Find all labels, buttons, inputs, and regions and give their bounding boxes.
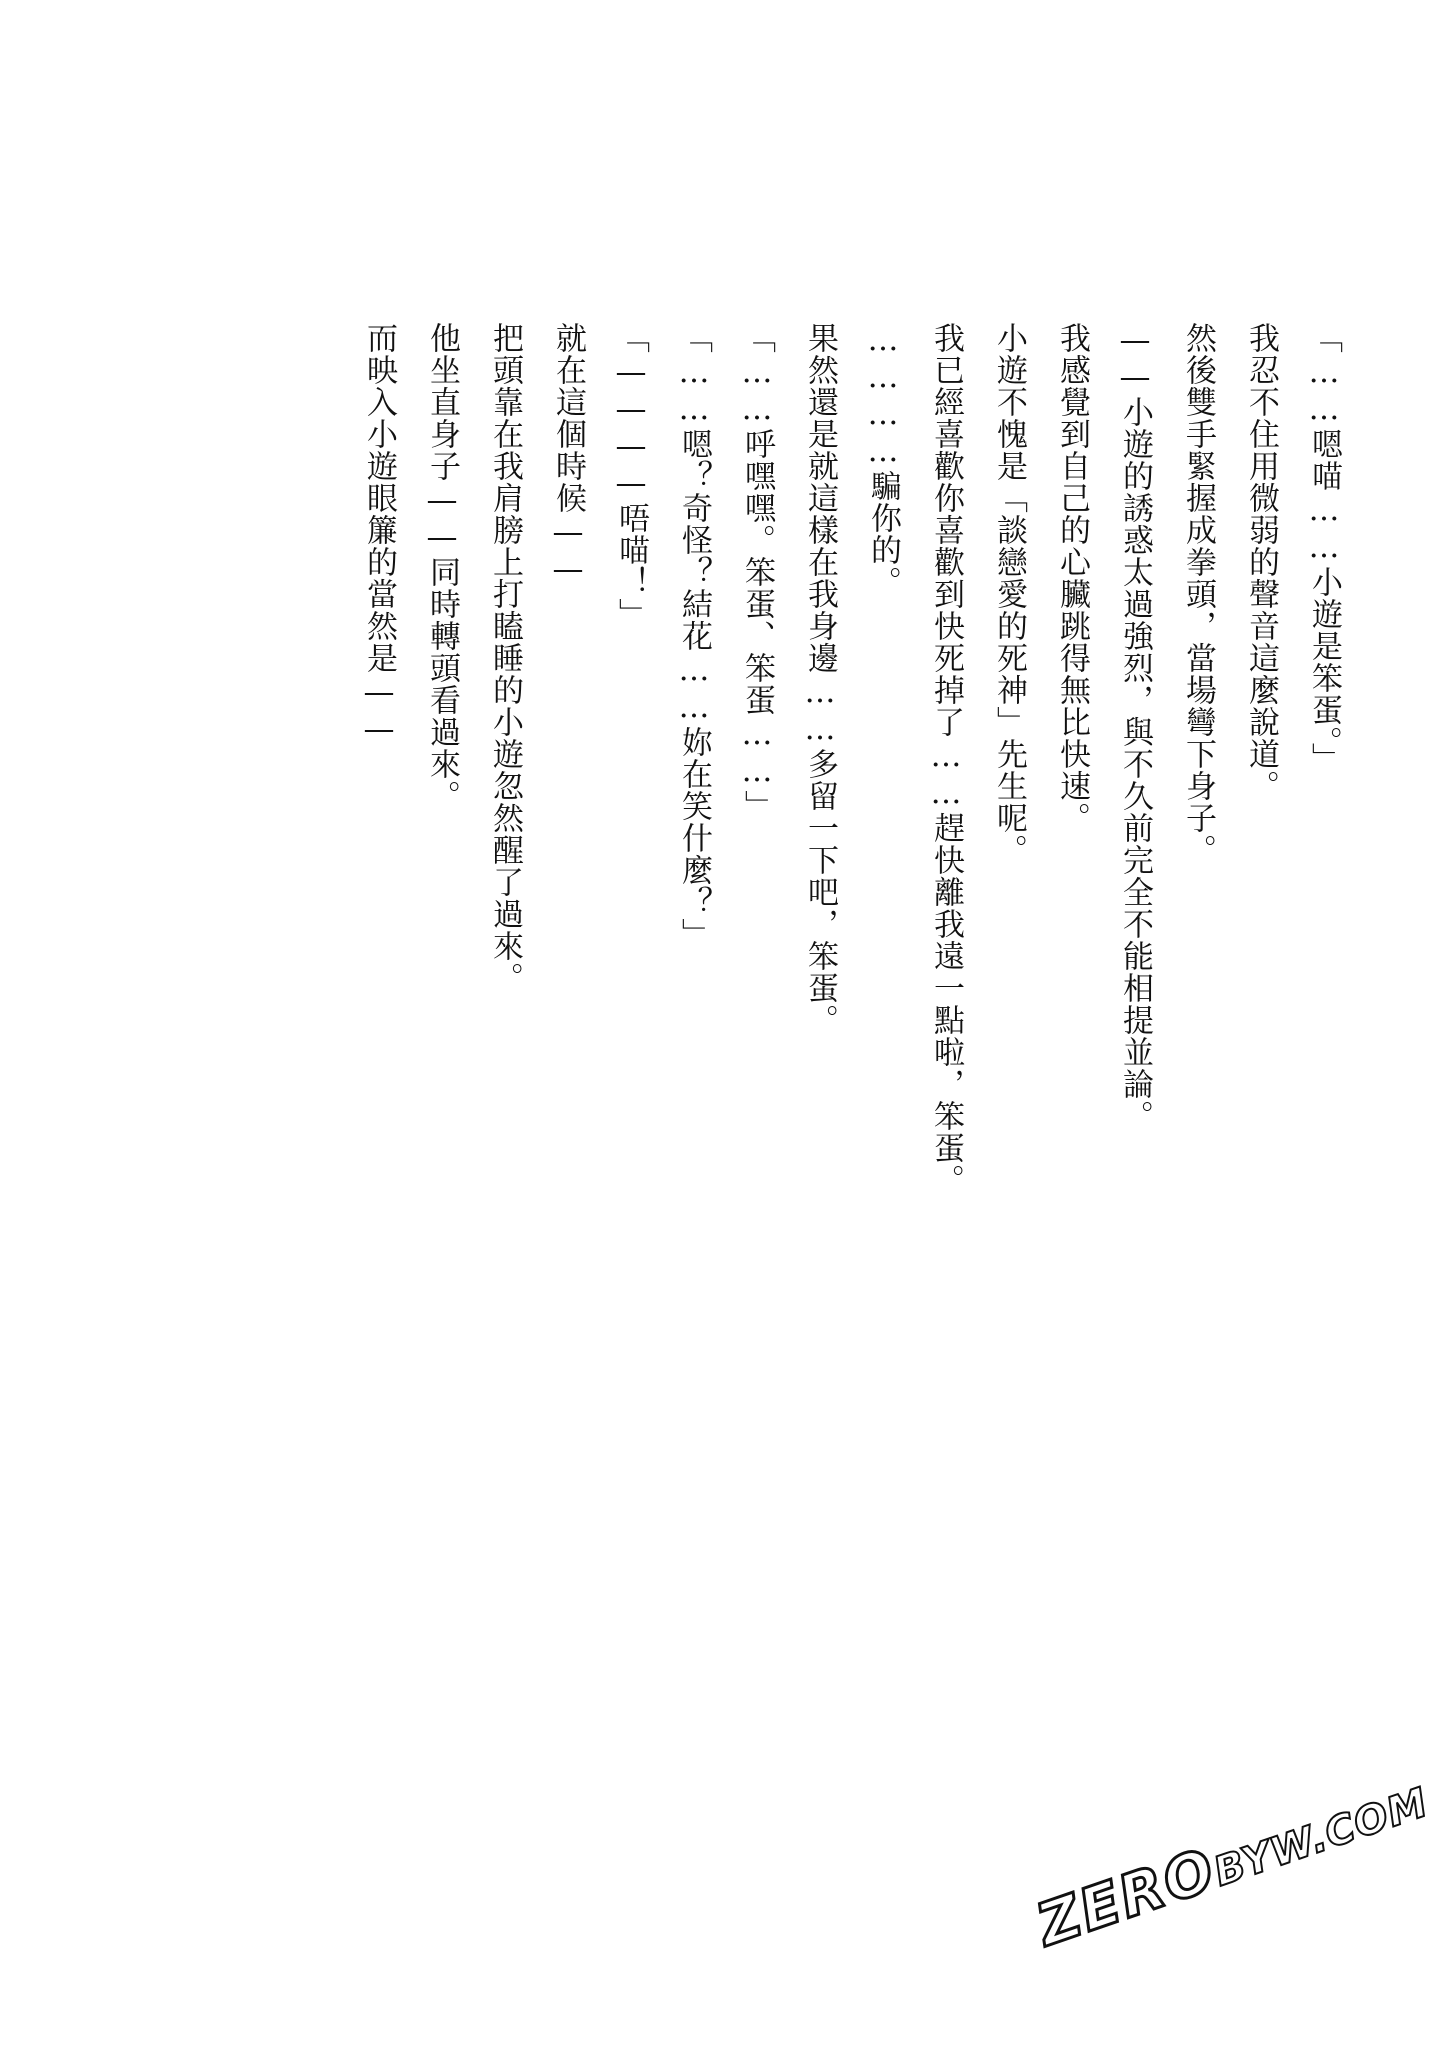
text-line: 我已經喜歡你喜歡到快死掉了……趕快離我遠一點啦，笨蛋。 — [928, 322, 964, 1196]
text-line: 「————唔喵！」 — [613, 322, 649, 630]
text-line: 而映入小遊眼簾的當然是—— — [361, 322, 397, 748]
text-line: 就在這個時候—— — [550, 322, 586, 588]
vertical-text-block — [347, 322, 1355, 1442]
text-line: 「……呼嘿嘿。笨蛋、笨蛋……」 — [739, 322, 775, 822]
text-line: 把頭靠在我肩膀上打瞌睡的小遊忽然醒了過來。 — [487, 322, 523, 994]
text-line: 「……嗯？奇怪？結花……妳在笑什麼？」 — [676, 322, 712, 950]
text-line: 果然還是就這樣在我身邊……多留一下吧，笨蛋。 — [802, 322, 838, 1036]
text-line: 我感覺到自己的心臟跳得無比快速。 — [1054, 322, 1090, 834]
text-line: ——小遊的誘惑太過強烈，與不久前完全不能相提並論。 — [1117, 322, 1153, 1132]
watermark-main: ZERO — [1028, 1835, 1225, 1960]
watermark-logo — [1028, 1778, 1435, 1980]
watermark-sub: BYW.COM — [1208, 1779, 1435, 1896]
text-line: 然後雙手緊握成拳頭，當場彎下身子。 — [1180, 322, 1216, 866]
text-line: 我忍不住用微弱的聲音這麼說道。 — [1243, 322, 1279, 802]
text-line: 他坐直身子——同時轉頭看過來。 — [424, 322, 460, 812]
text-line: …………騙你的。 — [865, 322, 901, 598]
text-line: 「……嗯喵……小遊是笨蛋。」 — [1306, 322, 1342, 775]
text-line: 小遊不愧是「談戀愛的死神」先生呢。 — [991, 322, 1027, 866]
